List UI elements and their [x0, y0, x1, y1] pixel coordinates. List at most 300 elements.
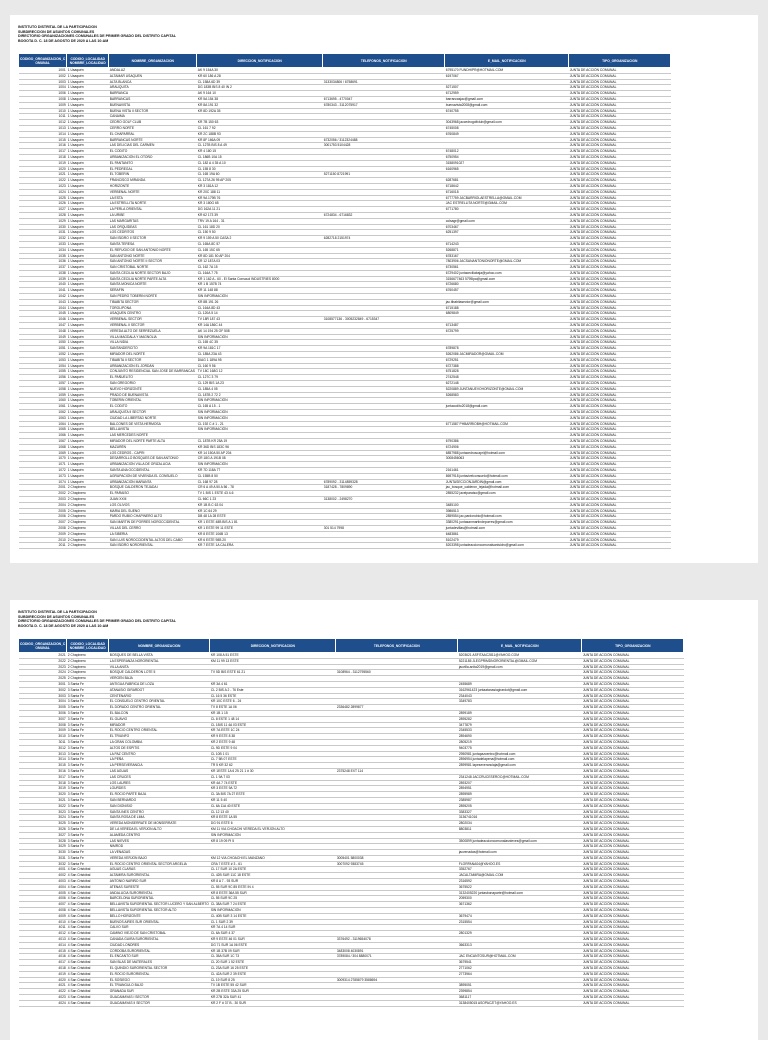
cell-email: 2059300 — [458, 896, 582, 902]
cell-codigo-localidad: 1 — [67, 369, 70, 374]
cell-email: 6718642 — [445, 183, 569, 189]
cell-tipo: JUNTA DE ACCIÓN COMUNAL — [582, 687, 684, 693]
cell-email: juntadevillas@hotmail.com — [445, 525, 569, 531]
cell-nombre-localidad: Usaquén — [70, 299, 84, 304]
cell-codigo-organizacion: 1011 — [19, 114, 67, 120]
column-header-codigo-localidad: CODIGO_LOCALIDAD — [70, 56, 106, 61]
cell-tipo: JUNTA DE ACCIÓN COMUNAL — [569, 247, 671, 253]
cell-codigo-organizacion: 2001 — [19, 485, 67, 491]
cell-email: 3380291 juntasanmartindeporres@gmail.com — [445, 520, 569, 526]
cell-nombre-localidad: San Cristóbal — [70, 925, 91, 930]
cell-email: 6725799 — [445, 328, 569, 334]
cell-nombre-organizacion: BUENA VISTA II SECTOR — [109, 108, 197, 114]
cell-codigo-localidad: 1 — [67, 323, 70, 328]
cell-codigo-organizacion: 4020 — [19, 977, 67, 983]
cell-nombre-localidad: Usaquén — [70, 120, 84, 125]
cell-email: 3986513 — [445, 508, 569, 514]
cell-codigo-localidad: 1 — [67, 131, 70, 136]
cell-tipo: JUNTA DE ACCIÓN COMUNAL — [569, 241, 671, 247]
column-header-telefonos: TELEFONOS_NOTIFICACION — [336, 639, 458, 653]
table-row — [19, 236, 671, 242]
cell-email: 3675522 — [458, 884, 582, 890]
cell-codigo-localidad: 1 — [67, 247, 70, 252]
cell-telefonos: 3789084 / 304 8880071 — [336, 954, 458, 960]
cell-direccion: DIAG 1 189A 95 — [197, 357, 323, 363]
cell-email: 3138405015 ASOPACZ!T@YAHOO.ES — [458, 1000, 582, 1006]
cell-nombre-organizacion: AGUAS CLARAS — [109, 867, 210, 873]
cell-email: 3681117 — [458, 995, 582, 1001]
cell-tipo: JUNTA DE ACCIÓN COMUNAL — [569, 125, 671, 131]
cell-codigo-localidad: 1 — [67, 224, 70, 229]
cell-nombre-organizacion: EL ROCIO SURORIENTAL — [109, 971, 210, 977]
cell-nombre-localidad: Usaquén — [70, 236, 84, 241]
cell-direccion: KR 108 A 51 ESTE — [210, 653, 336, 659]
cell-email: 6272148 — [445, 381, 569, 387]
cell-codigo-organizacion: 4017 — [19, 960, 67, 966]
cell-tipo: JUNTA DE ACCIÓN COMUNAL — [569, 496, 671, 502]
cell-codigo-localidad: 2 — [67, 525, 70, 530]
cell-tipo: JUNTA DE ACCIÓN COMUNAL — [569, 352, 671, 358]
cell-direccion: KR 7D 118A 77 — [197, 467, 323, 473]
cell-codigo-organizacion: 1032 — [19, 236, 67, 242]
cell-tipo: JUNTA DE ACCIÓN COMUNAL — [569, 253, 671, 259]
cell-nombre-localidad: Santa Fe — [70, 855, 84, 860]
cell-direccion: CL 127C 3 79 — [197, 375, 323, 381]
cell-codigo-organizacion: 1049 — [19, 334, 67, 340]
cell-email: 6726680 — [445, 282, 569, 288]
cell-nombre-organizacion: EL TRIANGULO BAJO — [109, 983, 210, 989]
cell-direccion: KR 3 ESTE 9A 72 — [210, 786, 336, 792]
cell-email: 5220889 JUNTANUEVOHORIZONTE@GMAIL.COM — [445, 386, 569, 392]
cell-tipo: JUNTA DE ACCIÓN COMUNAL — [582, 681, 684, 687]
cell-direccion: KM 11 99 13 ESTE — [210, 658, 336, 664]
cell-codigo-localidad: 1 — [67, 108, 70, 113]
table-row — [19, 855, 684, 861]
cell-tipo: JUNTA DE ACCIÓN COMUNAL — [582, 734, 684, 740]
cell-nombre-localidad: Chapinero — [70, 514, 86, 519]
cell-direccion: CL 186B 10A 15 — [197, 154, 323, 160]
cell-tipo: JUNTA DE ACCIÓN COMUNAL — [569, 73, 671, 79]
cell-codigo-localidad: 3 — [67, 844, 70, 849]
cell-email: 2341248 JACCRUCESEROC@HOTMAIL.COM — [458, 774, 582, 780]
cell-direccion: KR 20C 188 11 — [197, 189, 323, 195]
cell-telefonos: 3007092 9383745 — [336, 861, 458, 867]
cell-codigo-organizacion: 1016 — [19, 143, 67, 149]
cell-nombre-organizacion: SAN ISIDRO II SECTOR — [109, 236, 197, 242]
cell-codigo-localidad: 3 — [67, 705, 70, 710]
cell-email: 6760849 — [445, 131, 569, 137]
cell-tipo: JUNTA DE ACCIÓN COMUNAL — [582, 757, 684, 763]
cell-nombre-localidad: Santa Fe — [70, 844, 84, 849]
cell-tipo: JUNTA DE ACCIÓN COMUNAL — [569, 305, 671, 311]
cell-email: 2399854 — [458, 989, 582, 995]
cell-direccion: TV 5D BIS ESTE 61 21 — [210, 670, 336, 676]
cell-tipo: JUNTA DE ACCIÓN COMUNAL — [582, 954, 684, 960]
cell-tipo: JUNTA DE ACCIÓN COMUNAL — [582, 966, 684, 972]
cell-email: jacvilla.anita2019@gmail.com — [458, 664, 582, 670]
cell-nombre-localidad: Chapinero — [70, 525, 86, 530]
cell-codigo-organizacion: 3031 — [19, 855, 67, 861]
cell-codigo-localidad: 1 — [67, 462, 70, 467]
cell-codigo-localidad: 3 — [67, 739, 70, 744]
cell-codigo-localidad: 1 — [67, 415, 70, 420]
cell-tipo: JUNTA DE ACCIÓN COMUNAL — [569, 381, 671, 387]
cell-codigo-localidad: 3 — [67, 855, 70, 860]
cell-nombre-localidad: Usaquén — [70, 131, 84, 136]
cell-nombre-localidad: Santa Fe — [70, 687, 84, 692]
cell-codigo-organizacion: 2006 — [19, 514, 67, 520]
cell-codigo-localidad: 1 — [67, 154, 70, 159]
cell-codigo-localidad: 4 — [67, 966, 70, 971]
cell-nombre-organizacion: EL DORADO CENTRO ORIENTAL — [109, 705, 210, 711]
table-row — [19, 543, 671, 549]
cell-codigo-organizacion: 1047 — [19, 323, 67, 329]
cell-codigo-organizacion: 1009 — [19, 102, 67, 108]
cell-nombre-organizacion: SANTA CECILIA NORTE SECTOR BAJO — [109, 270, 197, 276]
cell-nombre-localidad: Santa Fe — [70, 826, 84, 831]
cell-nombre-organizacion: EL PEDREGAL — [109, 166, 197, 172]
cell-direccion: KR 60 186 A 28 — [197, 73, 323, 79]
cell-nombre-organizacion: SANTA MONICA NORTE — [109, 282, 197, 288]
cell-email: 3383327 — [458, 809, 582, 815]
cell-direccion: TRV 19 A 164 - 31 — [197, 218, 323, 224]
cell-tipo: JUNTA DE ACCIÓN COMUNAL — [569, 479, 671, 485]
cell-codigo-localidad: 1 — [67, 299, 70, 304]
cell-email: 2899189 — [458, 710, 582, 716]
cell-nombre-organizacion: MAZURÉN — [109, 444, 197, 450]
cell-nombre-localidad: Usaquén — [70, 439, 84, 443]
cell-codigo-organizacion: 1001 — [19, 68, 67, 74]
cell-direccion: CL 165 15C 65 — [197, 247, 323, 253]
table-row — [19, 317, 671, 323]
cell-nombre-organizacion: SAN GREGORIO — [109, 381, 197, 387]
cell-tipo: JUNTA DE ACCIÓN COMUNAL — [569, 195, 671, 201]
cell-codigo-organizacion: 1056 — [19, 375, 67, 381]
cell-nombre-organizacion: VILLA NIDIA — [109, 340, 197, 346]
cell-tipo: JUNTA DE ACCIÓN COMUNAL — [569, 120, 671, 126]
cell-codigo-organizacion: 3016 — [19, 768, 67, 774]
cell-direccion: CL 120A 5 14 — [197, 311, 323, 317]
cell-codigo-localidad: 1 — [67, 96, 70, 101]
cell-nombre-localidad: Usaquén — [70, 207, 84, 212]
cell-codigo-localidad: 1 — [67, 456, 70, 461]
cell-nombre-localidad: Usaquén — [70, 212, 84, 217]
cell-nombre-organizacion: EL CONSUELO CENTRO ORIENTAL — [109, 699, 210, 705]
cell-email: 2801329 — [458, 931, 582, 937]
cell-tipo: JUNTA DE ACCIÓN COMUNAL — [582, 815, 684, 821]
cell-tipo: JUNTA DE ACCIÓN COMUNAL — [582, 699, 684, 705]
cell-direccion: KR 2 F # 37 B - 30 SUR — [210, 1000, 336, 1006]
cell-email: 5221185 JLEGPRIMDNORORIENTAL@GMAIL.COM — [458, 658, 582, 664]
cell-email: 3156677463 5795lpa@gmail.com — [445, 276, 569, 282]
cell-codigo-localidad: 3 — [67, 832, 70, 837]
cell-telefonos: 3376492 - 3119654078 — [336, 937, 458, 943]
cell-codigo-organizacion: 1051 — [19, 346, 67, 352]
cell-email: 7803906 JACSANANTONIONORTE@GMAIL.COM — [445, 259, 569, 265]
cell-nombre-organizacion: CANADA GUIRA SURORIENTAL — [109, 937, 210, 943]
cell-codigo-organizacion: 1040 — [19, 282, 67, 288]
cell-codigo-organizacion: 1025 — [19, 195, 67, 201]
cell-nombre-localidad: Chapinero — [70, 537, 86, 542]
cell-telefonos: 3187428 - 7809890 — [323, 485, 445, 491]
cell-direccion: CL 161 7 92 — [197, 125, 323, 131]
cell-codigo-localidad: 1 — [67, 189, 70, 194]
cell-tipo: JUNTA DE ACCIÓN COMUNAL — [569, 421, 671, 427]
cell-nombre-organizacion: EL PAÑUELITO — [109, 375, 197, 381]
cell-nombre-localidad: Usaquén — [70, 149, 84, 154]
cell-direccion: CL 164A 7 75 — [197, 270, 323, 276]
cell-tipo: JUNTA DE ACCIÓN COMUNAL — [569, 224, 671, 230]
cell-tipo: JUNTA DE ACCIÓN COMUNAL — [569, 276, 671, 282]
cell-email: 3352767 — [458, 867, 582, 873]
cell-tipo: JUNTA DE ACCIÓN COMUNAL — [569, 288, 671, 294]
cell-tipo: JUNTA DE ACCIÓN COMUNAL — [569, 357, 671, 363]
cell-codigo-localidad: 4 — [67, 942, 70, 947]
cell-codigo-localidad: 1 — [67, 473, 70, 478]
cell-tipo: JUNTA DE ACCIÓN COMUNAL — [569, 323, 671, 329]
cell-tipo: JUNTA DE ACCIÓN COMUNAL — [569, 392, 671, 398]
cell-nombre-localidad: Usaquén — [70, 288, 84, 293]
cell-codigo-localidad: 3 — [67, 681, 70, 686]
cell-nombre-localidad: Usaquén — [70, 68, 84, 72]
cell-tipo: JUNTA DE ACCIÓN COMUNAL — [569, 439, 671, 445]
cell-codigo-organizacion: 4022 — [19, 989, 67, 995]
cell-direccion: CL 164A 8D 43 — [197, 305, 323, 311]
cell-direccion: CL 127B BIS 8 A 49 — [197, 143, 323, 149]
cell-email: 6790386 — [445, 439, 569, 445]
cell-codigo-localidad: 1 — [67, 149, 70, 154]
cell-codigo-localidad: 1 — [67, 172, 70, 177]
cell-email: 2893207 — [458, 780, 582, 786]
header-line-4: BOGOTA D. C. 18 DE AGOSTO DE 2020 A LAS 10:AM — [18, 623, 109, 628]
cell-nombre-localidad: Usaquén — [70, 73, 84, 78]
cell-codigo-organizacion: 1002 — [19, 73, 67, 79]
cell-direccion: KR 1 162 A - 60 - El Santa Conscud INDUSTRIES 8000 — [197, 276, 323, 282]
cell-email: 3663313 — [458, 942, 582, 948]
cell-nombre-localidad: San Cristóbal — [70, 919, 91, 924]
cell-direccion: KR 4 180 15 — [197, 149, 323, 155]
cell-nombre-organizacion: LAS ORQUÍDEAS — [109, 224, 197, 230]
cell-codigo-localidad: 1 — [67, 386, 70, 391]
cell-codigo-organizacion: 4024 — [19, 1000, 67, 1006]
cell-nombre-localidad: Usaquén — [70, 381, 84, 386]
cell-nombre-localidad: San Cristóbal — [70, 896, 91, 901]
cell-tipo: JUNTA DE ACCIÓN COMUNAL — [582, 653, 684, 659]
cell-codigo-organizacion: 3001 — [19, 681, 67, 687]
cell-nombre-localidad: Santa Fe — [70, 763, 84, 768]
table-row — [19, 954, 684, 960]
cell-codigo-localidad: 2 — [67, 670, 70, 675]
cell-email: 6197067 — [445, 73, 569, 79]
cell-nombre-organizacion: SAN DIONISIO — [109, 803, 210, 809]
cell-nombre-localidad: San Cristóbal — [70, 948, 91, 953]
cell-email: 6715188 — [445, 305, 569, 311]
cell-codigo-organizacion: 3011 — [19, 739, 67, 745]
cell-direccion: DG 183B BIS 8 40 IN 2 — [197, 85, 323, 91]
cell-tipo: JUNTA DE ACCIÓN COMUNAL — [569, 462, 671, 468]
cell-tipo: JUNTA DE ACCIÓN COMUNAL — [569, 502, 671, 508]
cell-direccion: KR 8B 191 26 — [197, 299, 323, 305]
cell-nombre-organizacion: EL CODITO — [109, 149, 197, 155]
cell-codigo-localidad: 4 — [67, 931, 70, 936]
cell-nombre-localidad: Usaquén — [70, 276, 84, 281]
cell-direccion: CL 7 5B 07 ESTE — [210, 757, 336, 763]
cell-telefonos: 2375248 EXT 114 — [336, 768, 458, 774]
cell-codigo-organizacion: 4019 — [19, 971, 67, 977]
cell-codigo-localidad: 4 — [67, 954, 70, 959]
cell-codigo-localidad: 1 — [67, 328, 70, 333]
cell-tipo: JUNTA DE ACCIÓN COMUNAL — [569, 491, 671, 497]
cell-codigo-organizacion: 2025 — [19, 676, 67, 682]
cell-codigo-organizacion: 1024 — [19, 189, 67, 195]
cell-codigo-localidad: 3 — [67, 780, 70, 785]
cell-nombre-organizacion: LA PEÑA — [109, 757, 210, 763]
cell-codigo-organizacion: 3014 — [19, 757, 67, 763]
cell-codigo-localidad: 1 — [67, 340, 70, 345]
cell-direccion: KR 5A 154 38 — [197, 96, 323, 102]
cell-nombre-organizacion: SANTA CECILIA NORTE PARTE ALTA — [109, 276, 197, 282]
cell-email: 5268583 — [445, 392, 569, 398]
cell-nombre-organizacion: LA URIBE — [109, 212, 197, 218]
cell-nombre-organizacion: LOS LAURES — [109, 780, 210, 786]
cell-nombre-localidad: Usaquén — [70, 444, 84, 449]
cell-nombre-organizacion: VERBENAL II SECTOR — [109, 323, 197, 329]
cell-tipo: JUNTA DE ACCIÓN COMUNAL — [569, 154, 671, 160]
cell-codigo-organizacion: 1004 — [19, 85, 67, 91]
cell-email: 3136741016 — [458, 815, 582, 821]
cell-email: 6724906 — [445, 444, 569, 450]
cell-nombre-localidad: San Cristóbal — [70, 960, 91, 965]
cell-tipo: JUNTA DE ACCIÓN COMUNAL — [569, 363, 671, 369]
cell-nombre-organizacion: VERGEN BAJA — [109, 676, 210, 682]
cell-nombre-organizacion: EL ROCIO CENTRO ORIENTAL — [109, 728, 210, 734]
cell-codigo-organizacion: 3030 — [19, 850, 67, 856]
cell-nombre-localidad: Usaquén — [70, 404, 84, 409]
cell-nombre-organizacion: ALTAMAR USAQUEN — [109, 73, 197, 79]
cell-codigo-organizacion: 1046 — [19, 317, 67, 323]
table-row — [19, 79, 671, 85]
cell-nombre-localidad: Santa Fe — [70, 815, 84, 820]
cell-nombre-localidad: Usaquén — [70, 247, 84, 252]
cell-nombre-organizacion: ANTONIO NARIÑO SUR — [109, 879, 210, 885]
cell-tipo: JUNTA DE ACCIÓN COMUNAL — [582, 913, 684, 919]
cell-codigo-localidad: 1 — [67, 352, 70, 357]
cell-tipo: JUNTA DE ACCIÓN COMUNAL — [569, 102, 671, 108]
cell-tipo: JUNTA DE ACCIÓN COMUNAL — [569, 340, 671, 346]
cell-direccion: KR 11 5 40 — [210, 797, 336, 803]
cell-direccion: KR 8F 166A 09 — [197, 137, 323, 143]
cell-nombre-organizacion: EL TRIUNFO — [109, 734, 210, 740]
cell-tipo: JUNTA DE ACCIÓN COMUNAL — [569, 328, 671, 334]
cell-direccion: CL 3A BIS 7A 27 ESTE — [210, 792, 336, 798]
cell-tipo: JUNTA DE ACCIÓN COMUNAL — [569, 473, 671, 479]
cell-nombre-organizacion: CALVO SUR — [109, 925, 210, 931]
cell-codigo-organizacion: 1026 — [19, 201, 67, 207]
cell-tipo: JUNTA DE ACCIÓN COMUNAL — [582, 989, 684, 995]
cell-nombre-organizacion: URBANIZACIÓN EL OTOÑO — [109, 154, 197, 160]
cell-tipo: JUNTA DE ACCIÓN COMUNAL — [569, 334, 671, 340]
cell-direccion: AK 14 194 25 OF 508 — [197, 328, 323, 334]
cell-codigo-organizacion: 3023 — [19, 809, 67, 815]
cell-tipo: JUNTA DE ACCIÓN COMUNAL — [569, 485, 671, 491]
cell-nombre-localidad: Usaquén — [70, 259, 84, 264]
cell-codigo-localidad: 1 — [67, 85, 70, 90]
cell-nombre-localidad: Usaquén — [70, 160, 84, 165]
cell-nombre-organizacion: LAS DELICIAS DEL CARMEN — [109, 143, 197, 149]
cell-codigo-organizacion: 1015 — [19, 137, 67, 143]
cell-direccion: CL 165A 8C 57 — [197, 241, 323, 247]
cell-codigo-localidad: 3 — [67, 768, 70, 773]
cell-nombre-localidad: Usaquén — [70, 473, 84, 478]
cell-nombre-organizacion: BOSQUES DE BELLA VISTA — [109, 653, 210, 659]
cell-tipo: JUNTA DE ACCIÓN COMUNAL — [569, 415, 671, 421]
cell-nombre-organizacion: VEREDA VERJON BAJO — [109, 855, 210, 861]
cell-codigo-organizacion: 3021 — [19, 797, 67, 803]
cell-codigo-organizacion: 2023 — [19, 664, 67, 670]
cell-direccion: KR 8A 191 32 — [197, 102, 323, 108]
cell-nombre-organizacion: BARRANCAS — [109, 96, 197, 102]
cell-nombre-organizacion: VERBENAL SECTOR — [109, 317, 197, 323]
cell-email: 6795170 FUNDHIPR@HOTMAIL.COM — [445, 68, 569, 74]
cell-nombre-organizacion: MIRADOR DEL NORTE PARTE ALTA — [109, 439, 197, 445]
cell-nombre-organizacion: SAN BERNARDO — [109, 797, 210, 803]
cell-nombre-organizacion: ARAUQUITA — [109, 85, 197, 91]
cell-codigo-organizacion: 1030 — [19, 224, 67, 230]
cell-email: 2896954 juntadelapena@hotmail.com — [458, 757, 582, 763]
cell-email: 6483861 — [445, 531, 569, 537]
cell-tipo: JUNTA DE ACCIÓN COMUNAL — [569, 375, 671, 381]
cell-codigo-organizacion: 1039 — [19, 276, 67, 282]
cell-nombre-organizacion: AGRUPACION DE VIVIENDA EL CONSUELO — [109, 473, 197, 479]
column-header-direccion: DIRECCION_NOTIFICACION — [210, 639, 336, 653]
cell-nombre-organizacion: ALAMEDA CENTRO — [109, 832, 210, 838]
cell-codigo-localidad: 3 — [67, 722, 70, 727]
cell-email: 2771062 — [458, 966, 582, 972]
cell-nombre-localidad: Usaquén — [70, 143, 84, 148]
cell-codigo-organizacion: 1008 — [19, 96, 67, 102]
cell-codigo-organizacion: 1052 — [19, 352, 67, 358]
cell-codigo-localidad: 4 — [67, 925, 70, 930]
cell-email: 2161461 — [445, 467, 569, 473]
cell-direccion: CL 23A SUR 16 25 ESTE — [210, 966, 336, 972]
cell-codigo-localidad: 3 — [67, 809, 70, 814]
cell-codigo-localidad: 1 — [67, 102, 70, 107]
table-row — [19, 96, 671, 102]
cell-nombre-localidad: Usaquén — [70, 91, 84, 96]
cell-telefonos: 3133034806 / 6758691 — [323, 79, 445, 85]
cell-nombre-organizacion: USAQUEN CENTRO — [109, 311, 197, 317]
cell-codigo-organizacion: 2002 — [19, 491, 67, 497]
header-line-4: BOGOTA D. C. 18 DE AGOSTO DE 2020 A LAS 10:AM — [18, 38, 109, 43]
cell-email: 2855232 jacelparaiso@gmail.com — [445, 491, 569, 497]
cell-codigo-organizacion: 1048 — [19, 328, 67, 334]
cell-codigo-localidad: 3 — [67, 693, 70, 698]
cell-direccion: CL 155B 8 50 — [197, 473, 323, 479]
cell-tipo: JUNTA DE ACCIÓN COMUNAL — [569, 79, 671, 85]
cell-codigo-organizacion: 1012 — [19, 120, 67, 126]
cell-codigo-organizacion: 3002 — [19, 687, 67, 693]
cell-nombre-localidad: Santa Fe — [70, 757, 84, 762]
cell-email: FLORPANA04@YAHOO.ES — [458, 861, 582, 867]
cell-email: 6760457 — [445, 288, 569, 294]
cell-tipo: JUNTA DE ACCIÓN COMUNAL — [569, 270, 671, 276]
cell-email: 6287681 — [445, 178, 569, 184]
cell-nombre-organizacion: EL REFUGIO DE SAN ANTONIO NORTE — [109, 247, 197, 253]
cell-nombre-organizacion: ARAUQUITA II SECTOR — [109, 410, 197, 416]
cell-email: 2895205 — [458, 803, 582, 809]
cell-direccion: KR 8 ESTE 36A 55 SUR — [210, 890, 336, 896]
cell-nombre-localidad: Santa Fe — [70, 780, 84, 785]
